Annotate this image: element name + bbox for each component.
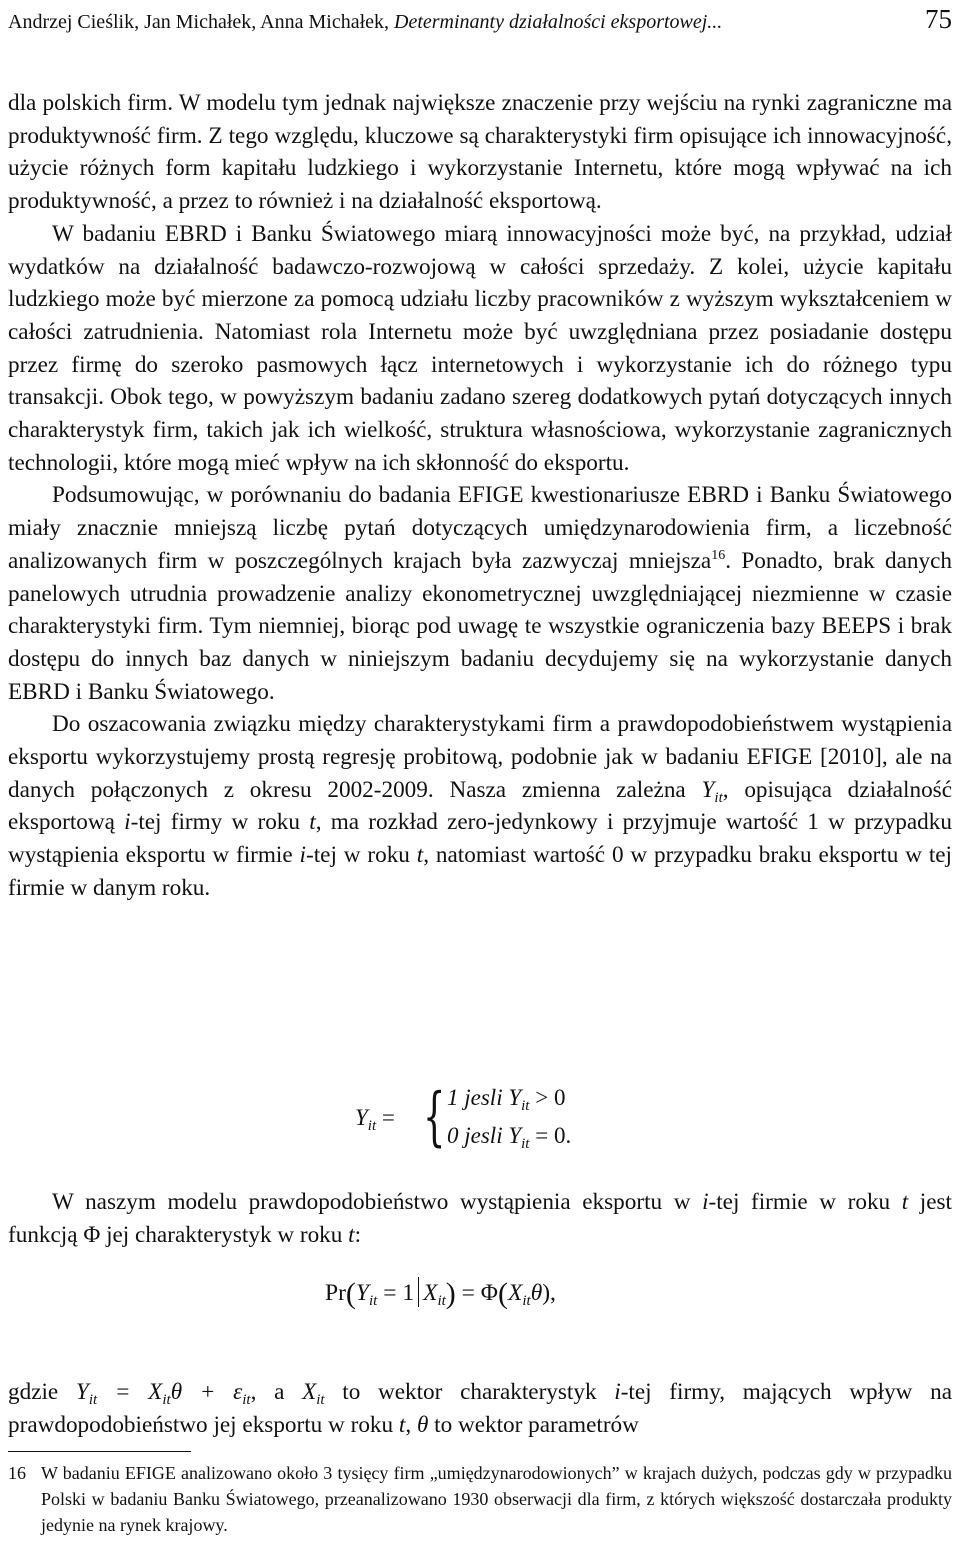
p3-text-b: . Ponadto, brak danych panelowych utrudnia prowadzenie analizy ekonometrycznej uwzględniającej niezmienne w czasie charakterystyki firm. Tym niemniej, biorąc pod uwagę te wszystkie ograniczenia bazy BEEPS i brak dostępu do innych baz danych w niniejszym badaniu decydujemy się na wykorzystanie danych EBRD i Banku Światowego. bbox=[8, 547, 952, 705]
p4-var-t2: t bbox=[416, 842, 424, 869]
p6-text-a: gdzie bbox=[8, 1379, 76, 1406]
p5-text-a: W naszym modelu prawdopodobieństwo wystąpienia eksportu w bbox=[52, 1189, 703, 1215]
p6-text-f: to wektor parametrów bbox=[428, 1411, 639, 1438]
p5-var-t: t bbox=[901, 1189, 909, 1215]
p4-text-b: , opisująca działalność eksportową bbox=[8, 776, 952, 836]
eq2-lparen: ( bbox=[345, 1277, 356, 1310]
eq2-x: X bbox=[423, 1280, 438, 1306]
eq2-x2-sub: it bbox=[522, 1293, 531, 1309]
header-authors bbox=[8, 11, 722, 34]
eq1-case1-sub: it bbox=[521, 1098, 530, 1114]
equation-1 bbox=[355, 1080, 675, 1155]
eq1-y: Y bbox=[355, 1105, 368, 1130]
eq1-case-1 bbox=[447, 1085, 566, 1114]
paragraph-4 bbox=[8, 708, 952, 904]
footnote-divider bbox=[8, 1451, 191, 1452]
eq2-phi: = Φ bbox=[455, 1280, 498, 1306]
p4-text-e: -tej w roku bbox=[305, 842, 417, 869]
footnote-number: 16 bbox=[8, 1463, 26, 1483]
p6-var-x: X bbox=[302, 1379, 317, 1406]
p6-text-c: to wektor charakterystyk bbox=[324, 1379, 615, 1406]
eq1-case2-text: 0 jesli Y bbox=[447, 1123, 522, 1148]
paragraph-1: dla polskich firm. W modelu tym jednak największe znaczenie przy wejściu na rynki zagraniczne ma produktywność firm. Z tego względu, kluczowe są charakterystyki firm opisujące ich innowacyjność, użycie różnych form kapitału ludzkiego i wykorzystanie Internetu, które mogą wpływać na ich produktywność, a przez to również i na działalność eksportową. bbox=[8, 90, 952, 215]
p4-var-y: Y bbox=[701, 776, 715, 803]
p6-var-y: Y bbox=[75, 1379, 89, 1406]
equation-2 bbox=[325, 1277, 556, 1311]
p6-x-sub: it bbox=[162, 1392, 171, 1409]
eq2-rparen: ) bbox=[445, 1277, 456, 1310]
running-header bbox=[8, 4, 952, 34]
p4-text-d: , ma rozkład zero-jedynkowy i przyjmuje wartość 1 w przypadku wystąpienia eksportu w firmie bbox=[8, 809, 952, 869]
p6-x2-sub: it bbox=[316, 1392, 325, 1409]
p6-var-t: t bbox=[398, 1411, 406, 1438]
p5-text-c: jest funkcją Φ jej charakterystyk w roku bbox=[8, 1189, 952, 1248]
p4-var-i2: i bbox=[299, 842, 306, 869]
footnote bbox=[8, 1460, 952, 1538]
page-number: 75 bbox=[925, 4, 952, 34]
authors-text: Andrzej Cieślik, Jan Michałek, Anna Michałek, bbox=[8, 11, 395, 33]
p5-text-d: : bbox=[354, 1221, 362, 1248]
eq2-end: ), bbox=[542, 1280, 556, 1306]
eq1-case-2 bbox=[447, 1123, 572, 1152]
eq2-y-sub: it bbox=[368, 1293, 378, 1309]
p4-text-c: -tej firmy w roku bbox=[130, 809, 310, 836]
paragraph-3 bbox=[8, 479, 952, 708]
eq2-theta: θ bbox=[530, 1280, 543, 1306]
p6-text-e: , bbox=[405, 1411, 417, 1438]
eq1-equals: = bbox=[376, 1105, 395, 1130]
footnote-ref[interactable]: 16 bbox=[711, 547, 726, 563]
eq1-case2-rest: = 0. bbox=[529, 1123, 572, 1148]
paragraph-2: W badaniu EBRD i Banku Światowego miarą innowacyjności może być, na przykład, udział wydatków na działalność badawczo-rozwojową w całości sprzedaży. Z kolei, użycie kapitału ludzkiego może być mierzone za pomocą udziału liczby pracowników z wyższym wykształceniem w całości zatrudnienia. Natomiast rola Internetu może być uwzględniana przez posiadanie dostępu przez firmę do szeroko pasmowych łącz internetowych i wykorzystanie ich do różnego typu transakcji. Obok tego, w powyższym badaniu zadano szereg dodatkowych pytań dotyczących innych charakterystyk firm, takich jak ich wielkość, struktura własnościowa, wykorzystanie zagranicznych technologii, które mogą mieć wpływ na ich skłonność do eksportu. bbox=[8, 220, 952, 476]
eq1-case1-text: 1 jesli Y bbox=[447, 1085, 522, 1110]
p6-text-d: -tej firmy, mających wpływ na prawdopodobieństwo jej eksportu w roku bbox=[8, 1379, 952, 1438]
footnote-text: W badaniu EFIGE analizowano około 3 tysięcy firm „umiędzynarodowionych” w krajach dużych, podczas gdy w przypadku Polski w badaniu Banku Światowego, przeanalizowano 1930 obserwacji dla firm, z których większość dostarczała produkty jedynie na rynek krajowy. bbox=[41, 1463, 952, 1535]
p4-var-t: t bbox=[309, 809, 316, 836]
p6-theta: θ bbox=[416, 1411, 429, 1438]
eq1-case1-rest: > 0 bbox=[529, 1085, 566, 1110]
eq2-eq-one: = 1 bbox=[377, 1280, 415, 1306]
eq2-y: Y bbox=[355, 1280, 369, 1306]
eq1-case2-sub: it bbox=[521, 1136, 530, 1152]
p4-text-f: , natomiast wartość 0 w przypadku braku eksportu w tej firmie w danym roku. bbox=[8, 842, 952, 901]
p6-eq-x: = X bbox=[97, 1379, 163, 1406]
eq2-lparen2: ( bbox=[497, 1277, 508, 1310]
paragraph-6 bbox=[8, 1376, 952, 1441]
conditional-bar-icon bbox=[418, 1277, 419, 1307]
p6-text-b: , a bbox=[250, 1379, 303, 1406]
p4-text-a: Do oszacowania związku między charakterystykami firm a prawdopodobieństwem wystąpienia eksportu wykorzystujemy prostą regresję probitową, podobnie jak w badaniu EFIGE [2010], ale na danych połączonych z okresu 2002-2009. Nasza zmienna zależna bbox=[8, 711, 952, 803]
eq1-lhs bbox=[355, 1105, 395, 1134]
p5-var-t2: t bbox=[348, 1221, 355, 1248]
main-text-2 bbox=[8, 1186, 952, 1251]
p4-var-i: i bbox=[124, 809, 131, 836]
eq1-y-sub: it bbox=[367, 1118, 377, 1134]
p6-eps-sub: it bbox=[242, 1392, 251, 1409]
eq2-x2: X bbox=[507, 1280, 523, 1306]
p6-var-i: i bbox=[614, 1379, 621, 1406]
p6-theta-eps: θ + ε bbox=[170, 1379, 243, 1406]
p4-sub-it: it bbox=[714, 789, 723, 806]
left-brace-icon: { bbox=[423, 1080, 446, 1154]
eq2-x-sub: it bbox=[437, 1293, 446, 1309]
p5-var-i: i bbox=[702, 1189, 709, 1215]
paragraph-5 bbox=[8, 1186, 952, 1251]
eq2-pr: Pr bbox=[325, 1280, 346, 1306]
main-text bbox=[8, 87, 952, 905]
p6-y-sub: it bbox=[88, 1392, 98, 1409]
main-text-3 bbox=[8, 1353, 952, 1465]
article-title: Determinanty działalności eksportowej... bbox=[394, 11, 723, 33]
p5-text-b: -tej firmie w roku bbox=[708, 1189, 902, 1215]
p3-text-a: Podsumowując, w porównaniu do badania EFIGE kwestionariusze EBRD i Banku Światowego miały znacznie mniejszą liczbę pytań dotyczących umiędzynarodowienia firm, a liczebność analizowanych firm w poszczególnych krajach była zazwyczaj mniejsza bbox=[8, 482, 952, 574]
